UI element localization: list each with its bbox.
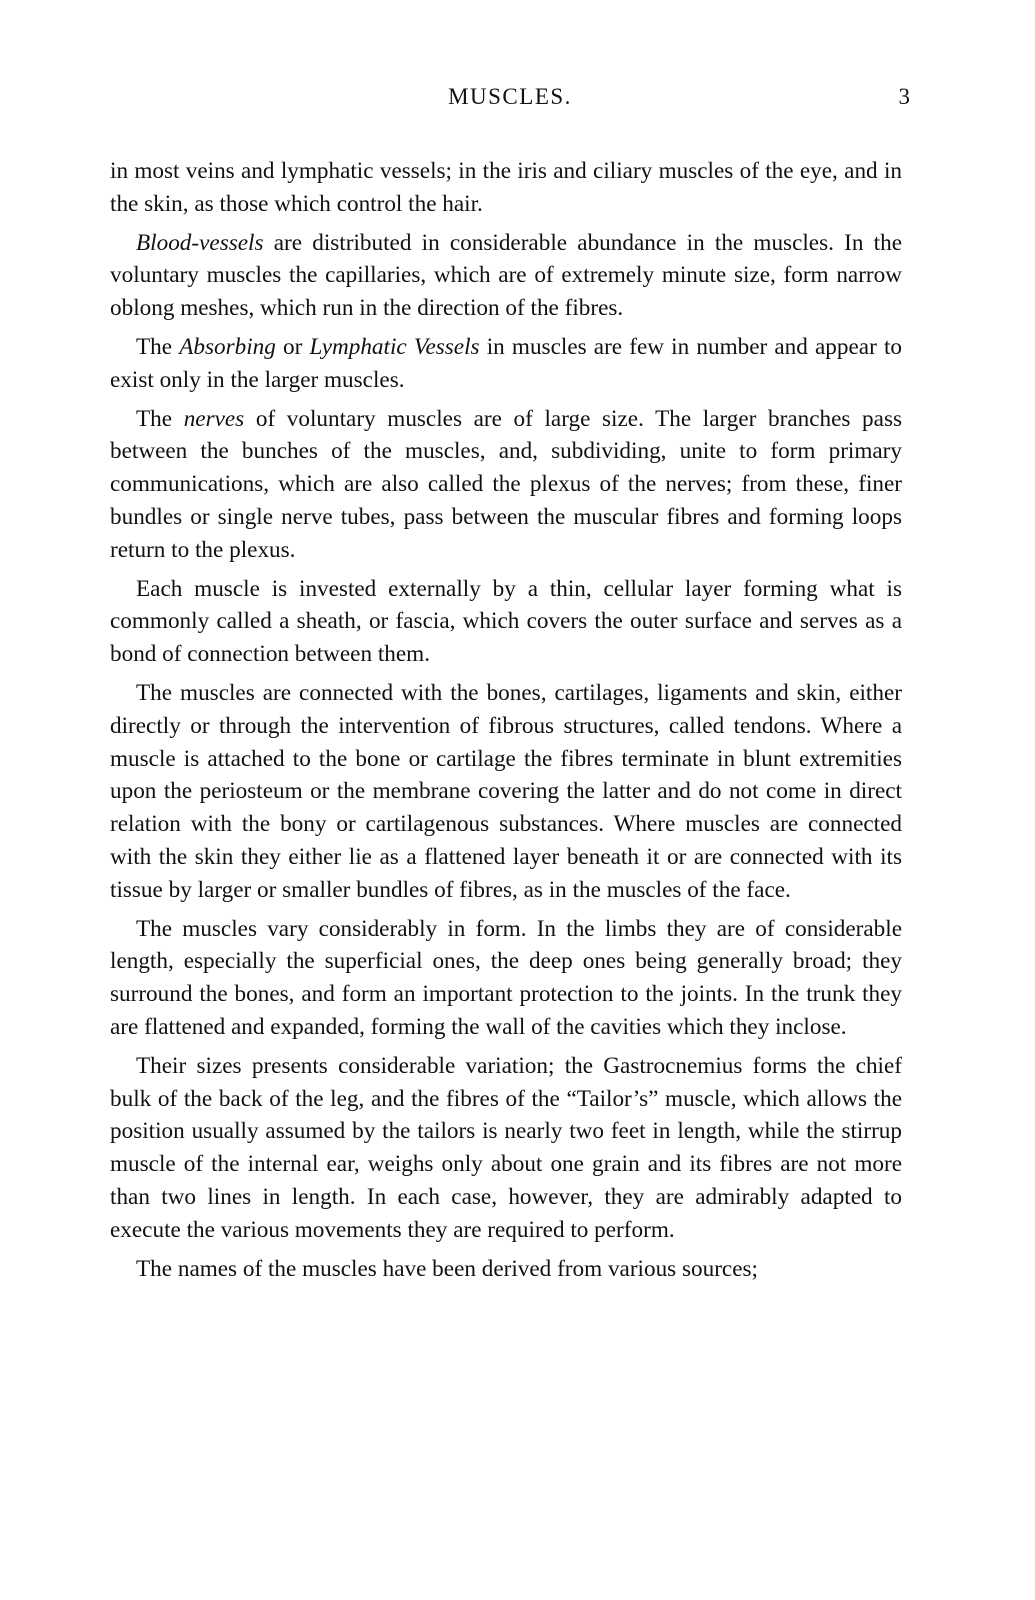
- paragraph-text: of voluntary muscles are of large size. The larger branches pass between the bunches of the muscles, and, subdividing, unite to form primary communications, which are also called the plexus of the nerves; from these, finer bundles or single nerve tubes, pass between the muscular fibres and forming loops return to the plexus.: [110, 405, 902, 563]
- paragraph-lead: The: [136, 405, 184, 432]
- page-number: 3: [898, 84, 910, 109]
- term-nerves: nerves: [183, 405, 245, 432]
- paragraph-sheath: Each muscle is invested externally by a thin, cellular layer forming what is commonly called a sheath, or fascia, which covers the outer surface and serves as a bond of connection between them.: [110, 575, 902, 668]
- paragraph-connections: The muscles are connected with the bones, cartilages, ligaments and skin, either directly or through the intervention of fibrous structures, called tendons. Where a muscle is attached to the bone or cartilage the fibres terminate in blunt extremities upon the periosteum or the membrane covering the latter and do not come in direct relation with the bony or cartilagenous substances. Where muscles are connected with the skin they either lie as a flattened layer beneath it or are connected with its tissue by larger or smaller bundles of fibres, as in the muscles of the face.: [110, 679, 902, 903]
- paragraph-lead: The: [136, 333, 180, 360]
- paragraph-form: The muscles vary considerably in form. In the limbs they are of considerable length, especially the superficial ones, the deep ones being generally broad; they surround the bones, and form an important protection to the joints. In the trunk they are flattened and expanded, forming the wall of the cavities which they inclose.: [110, 915, 902, 1040]
- page-header: [110, 84, 910, 118]
- paragraph-blood-vessels: [110, 227, 902, 325]
- body-text: [110, 155, 902, 1285]
- paragraph-names: The names of the muscles have been derived from various sources;: [136, 1255, 758, 1282]
- paragraph-sizes: Their sizes presents considerable variation; the Gastrocnemius forms the chief bulk of the back of the leg, and the fibres of the “Tailor’s” muscle, which allows the position usually assumed by the tailors is nearly two feet in length, while the stirrup muscle of the internal ear, weighs only about one grain and its fibres are not more than two lines in length. In each case, however, they are admirably adapted to execute the various movements they are required to perform.: [110, 1052, 902, 1243]
- term-lymphatic-vessels: Lymphatic Vessels: [309, 333, 480, 360]
- paragraph-nerves: [110, 403, 902, 567]
- term-absorbing: Absorbing: [179, 333, 276, 360]
- paragraph-lymphatic-vessels: [110, 331, 902, 397]
- term-blood-vessels: Blood-vessels: [136, 229, 264, 256]
- paragraph-text: in muscles are few in number and appear to exist only in the larger muscles.: [110, 333, 903, 393]
- running-head: MUSCLES.: [448, 84, 572, 109]
- paragraph-text: are distributed in considerable abundance in the muscles. In the voluntary muscles the capillaries, which are of extremely minute size, form narrow oblong meshes, which run in the direction of the fibres.: [110, 229, 902, 322]
- paragraph-connector: or: [275, 333, 310, 360]
- paragraph-veins-continuation: in most veins and lymphatic vessels; in the iris and ciliary muscles of the eye, and in the skin, as those which control the hair.: [110, 158, 902, 217]
